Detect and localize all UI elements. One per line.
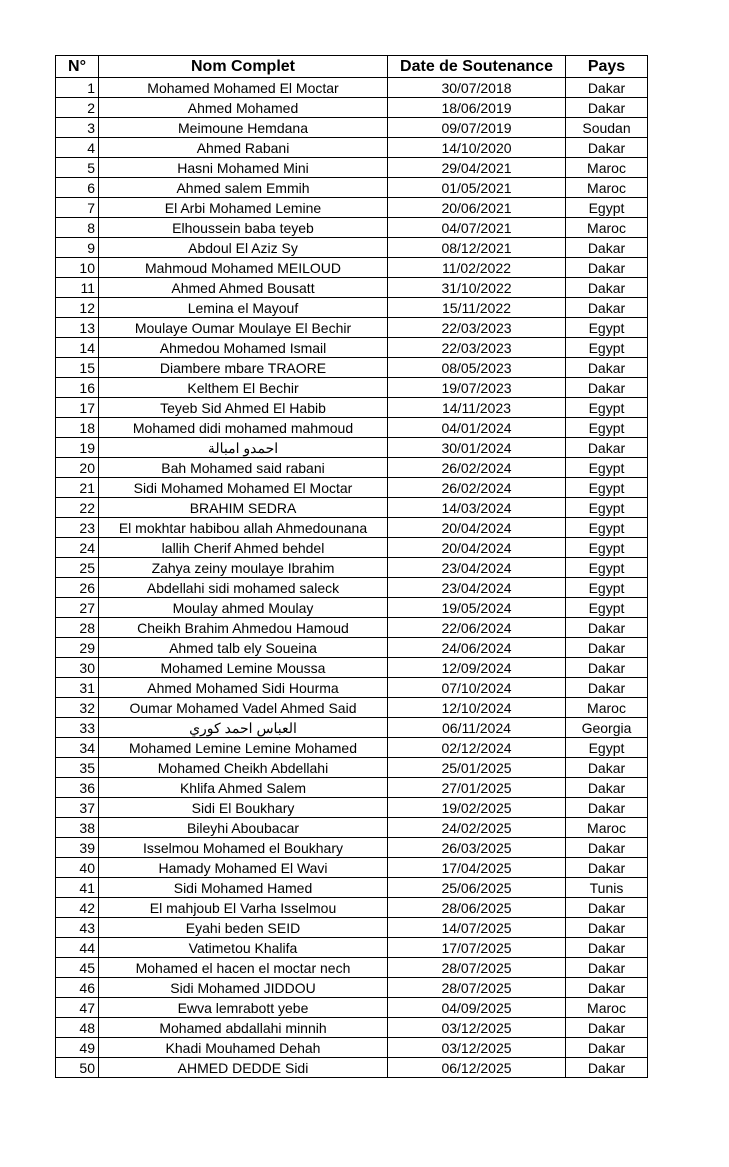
table-row	[56, 218, 648, 238]
row-defense-date: 08/12/2021	[388, 238, 566, 258]
table-row	[56, 598, 648, 618]
row-defense-date: 11/02/2022	[388, 258, 566, 278]
table-row	[56, 718, 648, 738]
table-row	[56, 738, 648, 758]
row-number: 2	[56, 98, 99, 118]
row-defense-date: 15/11/2022	[388, 298, 566, 318]
row-country: Dakar	[566, 358, 648, 378]
row-full-name: Elhoussein baba teyeb	[99, 218, 388, 238]
row-defense-date: 23/04/2024	[388, 578, 566, 598]
table-row	[56, 98, 648, 118]
row-full-name: Moulay ahmed Moulay	[99, 598, 388, 618]
row-full-name: العباس احمد كوري	[99, 718, 388, 738]
table-row	[56, 938, 648, 958]
row-country: Dakar	[566, 278, 648, 298]
row-number: 42	[56, 898, 99, 918]
table-row	[56, 978, 648, 998]
row-country: Dakar	[566, 798, 648, 818]
table-row	[56, 538, 648, 558]
row-full-name: Sidi Mohamed Mohamed El Moctar	[99, 478, 388, 498]
row-defense-date: 20/04/2024	[388, 518, 566, 538]
table-row	[56, 158, 648, 178]
row-number: 38	[56, 818, 99, 838]
table-row	[56, 358, 648, 378]
row-country: Dakar	[566, 298, 648, 318]
row-number: 23	[56, 518, 99, 538]
row-country: Dakar	[566, 678, 648, 698]
row-defense-date: 14/11/2023	[388, 398, 566, 418]
row-number: 14	[56, 338, 99, 358]
table-row	[56, 818, 648, 838]
row-full-name: Cheikh Brahim Ahmedou Hamoud	[99, 618, 388, 638]
row-full-name: Ahmed salem Emmih	[99, 178, 388, 198]
row-defense-date: 29/04/2021	[388, 158, 566, 178]
row-defense-date: 23/04/2024	[388, 558, 566, 578]
row-number: 15	[56, 358, 99, 378]
row-country: Maroc	[566, 698, 648, 718]
table-row	[56, 278, 648, 298]
table-row	[56, 878, 648, 898]
row-number: 24	[56, 538, 99, 558]
row-full-name: Bah Mohamed said rabani	[99, 458, 388, 478]
row-full-name: Sidi El Boukhary	[99, 798, 388, 818]
row-full-name: Kelthem El Bechir	[99, 378, 388, 398]
row-number: 30	[56, 658, 99, 678]
table-row	[56, 798, 648, 818]
row-full-name: Meimoune Hemdana	[99, 118, 388, 138]
table-row	[56, 678, 648, 698]
row-country: Dakar	[566, 618, 648, 638]
row-number: 28	[56, 618, 99, 638]
row-full-name: Abdoul El Aziz Sy	[99, 238, 388, 258]
row-defense-date: 26/02/2024	[388, 478, 566, 498]
row-full-name: Bileyhi Aboubacar	[99, 818, 388, 838]
row-country: Dakar	[566, 758, 648, 778]
row-full-name: El mahjoub El Varha Isselmou	[99, 898, 388, 918]
row-defense-date: 26/02/2024	[388, 458, 566, 478]
table-row	[56, 258, 648, 278]
row-full-name: Diambere mbare TRAORE	[99, 358, 388, 378]
row-defense-date: 01/05/2021	[388, 178, 566, 198]
row-full-name: Ahmed talb ely Soueina	[99, 638, 388, 658]
table-row	[56, 698, 648, 718]
row-number: 44	[56, 938, 99, 958]
header-country: Pays	[566, 56, 648, 78]
row-number: 7	[56, 198, 99, 218]
row-number: 46	[56, 978, 99, 998]
row-defense-date: 20/06/2021	[388, 198, 566, 218]
table-row	[56, 638, 648, 658]
row-full-name: Zahya zeiny moulaye Ibrahim	[99, 558, 388, 578]
row-full-name: Teyeb Sid Ahmed El Habib	[99, 398, 388, 418]
row-country: Dakar	[566, 378, 648, 398]
table-row	[56, 138, 648, 158]
row-full-name: Ahmed Mohamed Sidi Hourma	[99, 678, 388, 698]
row-full-name: Sidi Mohamed Hamed	[99, 878, 388, 898]
table-row	[56, 758, 648, 778]
header-defense-date: Date de Soutenance	[388, 56, 566, 78]
row-country: Dakar	[566, 78, 648, 98]
row-full-name: Mohamed el hacen el moctar nech	[99, 958, 388, 978]
header-number: N°	[56, 56, 99, 78]
row-full-name: Hasni Mohamed Mini	[99, 158, 388, 178]
row-number: 50	[56, 1058, 99, 1078]
row-number: 36	[56, 778, 99, 798]
table-row	[56, 518, 648, 538]
row-number: 33	[56, 718, 99, 738]
row-number: 49	[56, 1038, 99, 1058]
row-full-name: AHMED DEDDE Sidi	[99, 1058, 388, 1078]
table-row	[56, 658, 648, 678]
row-defense-date: 04/09/2025	[388, 998, 566, 1018]
table-row	[56, 958, 648, 978]
row-number: 5	[56, 158, 99, 178]
row-number: 19	[56, 438, 99, 458]
row-country: Egypt	[566, 518, 648, 538]
row-number: 25	[56, 558, 99, 578]
table-row	[56, 238, 648, 258]
row-country: Egypt	[566, 398, 648, 418]
row-country: Soudan	[566, 118, 648, 138]
row-country: Dakar	[566, 438, 648, 458]
row-full-name: lallih Cherif Ahmed behdel	[99, 538, 388, 558]
row-number: 10	[56, 258, 99, 278]
row-defense-date: 28/06/2025	[388, 898, 566, 918]
row-defense-date: 14/03/2024	[388, 498, 566, 518]
row-number: 1	[56, 78, 99, 98]
row-country: Dakar	[566, 918, 648, 938]
table-row	[56, 898, 648, 918]
row-number: 26	[56, 578, 99, 598]
row-defense-date: 25/06/2025	[388, 878, 566, 898]
row-defense-date: 22/06/2024	[388, 618, 566, 638]
row-defense-date: 12/10/2024	[388, 698, 566, 718]
table-row	[56, 618, 648, 638]
row-number: 27	[56, 598, 99, 618]
row-full-name: Mohamed Mohamed El Moctar	[99, 78, 388, 98]
row-full-name: Ahmedou Mohamed Ismail	[99, 338, 388, 358]
row-country: Maroc	[566, 178, 648, 198]
row-country: Dakar	[566, 778, 648, 798]
row-full-name: Khadi Mouhamed Dehah	[99, 1038, 388, 1058]
table-row	[56, 338, 648, 358]
row-number: 11	[56, 278, 99, 298]
row-defense-date: 04/07/2021	[388, 218, 566, 238]
row-defense-date: 03/12/2025	[388, 1038, 566, 1058]
row-country: Egypt	[566, 458, 648, 478]
row-number: 45	[56, 958, 99, 978]
row-defense-date: 26/03/2025	[388, 838, 566, 858]
row-country: Egypt	[566, 598, 648, 618]
row-full-name: Mohamed abdallahi minnih	[99, 1018, 388, 1038]
row-country: Maroc	[566, 998, 648, 1018]
row-full-name: Ahmed Mohamed	[99, 98, 388, 118]
table-row	[56, 578, 648, 598]
table-row	[56, 1058, 648, 1078]
table-row	[56, 378, 648, 398]
row-defense-date: 31/10/2022	[388, 278, 566, 298]
row-number: 18	[56, 418, 99, 438]
table-row	[56, 398, 648, 418]
row-number: 34	[56, 738, 99, 758]
row-number: 8	[56, 218, 99, 238]
row-country: Egypt	[566, 558, 648, 578]
row-full-name: Ahmed Ahmed Bousatt	[99, 278, 388, 298]
row-defense-date: 18/06/2019	[388, 98, 566, 118]
row-full-name: Ewva lemrabott yebe	[99, 998, 388, 1018]
row-number: 20	[56, 458, 99, 478]
row-full-name: احمدو امبالة	[99, 438, 388, 458]
row-defense-date: 07/10/2024	[388, 678, 566, 698]
row-defense-date: 24/02/2025	[388, 818, 566, 838]
row-full-name: Moulaye Oumar Moulaye El Bechir	[99, 318, 388, 338]
row-country: Egypt	[566, 418, 648, 438]
row-number: 31	[56, 678, 99, 698]
row-full-name: BRAHIM SEDRA	[99, 498, 388, 518]
row-defense-date: 06/12/2025	[388, 1058, 566, 1078]
table-row	[56, 298, 648, 318]
table-row	[56, 918, 648, 938]
row-full-name: Abdellahi sidi mohamed saleck	[99, 578, 388, 598]
row-defense-date: 03/12/2025	[388, 1018, 566, 1038]
table-row	[56, 418, 648, 438]
row-full-name: Mohamed didi mohamed mahmoud	[99, 418, 388, 438]
row-defense-date: 20/04/2024	[388, 538, 566, 558]
row-country: Dakar	[566, 1038, 648, 1058]
table-header	[56, 56, 648, 78]
row-number: 16	[56, 378, 99, 398]
row-full-name: Ahmed Rabani	[99, 138, 388, 158]
row-full-name: Mohamed Lemine Lemine Mohamed	[99, 738, 388, 758]
defense-roster-table	[55, 55, 648, 1078]
table-row	[56, 1038, 648, 1058]
row-number: 47	[56, 998, 99, 1018]
row-number: 37	[56, 798, 99, 818]
row-defense-date: 24/06/2024	[388, 638, 566, 658]
table-row	[56, 458, 648, 478]
table-row	[56, 118, 648, 138]
row-defense-date: 12/09/2024	[388, 658, 566, 678]
row-country: Tunis	[566, 878, 648, 898]
row-country: Egypt	[566, 198, 648, 218]
row-country: Dakar	[566, 938, 648, 958]
row-country: Dakar	[566, 1018, 648, 1038]
table-row	[56, 78, 648, 98]
row-country: Dakar	[566, 658, 648, 678]
row-number: 39	[56, 838, 99, 858]
row-country: Dakar	[566, 138, 648, 158]
row-full-name: Eyahi beden SEID	[99, 918, 388, 938]
row-defense-date: 04/01/2024	[388, 418, 566, 438]
row-defense-date: 14/07/2025	[388, 918, 566, 938]
table-row	[56, 778, 648, 798]
header-full-name: Nom Complet	[99, 56, 388, 78]
table-row	[56, 838, 648, 858]
row-defense-date: 22/03/2023	[388, 338, 566, 358]
row-number: 13	[56, 318, 99, 338]
row-defense-date: 28/07/2025	[388, 978, 566, 998]
row-defense-date: 30/07/2018	[388, 78, 566, 98]
row-defense-date: 17/07/2025	[388, 938, 566, 958]
row-full-name: Khlifa Ahmed Salem	[99, 778, 388, 798]
row-country: Egypt	[566, 578, 648, 598]
row-number: 41	[56, 878, 99, 898]
row-number: 17	[56, 398, 99, 418]
row-number: 9	[56, 238, 99, 258]
row-country: Dakar	[566, 1058, 648, 1078]
row-defense-date: 27/01/2025	[388, 778, 566, 798]
row-full-name: Lemina el Mayouf	[99, 298, 388, 318]
row-full-name: El mokhtar habibou allah Ahmedounana	[99, 518, 388, 538]
row-defense-date: 09/07/2019	[388, 118, 566, 138]
row-country: Egypt	[566, 318, 648, 338]
row-number: 48	[56, 1018, 99, 1038]
row-country: Dakar	[566, 858, 648, 878]
row-number: 4	[56, 138, 99, 158]
table-row	[56, 998, 648, 1018]
header-row	[56, 56, 648, 78]
table-row	[56, 1018, 648, 1038]
row-defense-date: 08/05/2023	[388, 358, 566, 378]
row-defense-date: 25/01/2025	[388, 758, 566, 778]
table-row	[56, 498, 648, 518]
row-defense-date: 06/11/2024	[388, 718, 566, 738]
row-full-name: Mohamed Lemine Moussa	[99, 658, 388, 678]
row-number: 43	[56, 918, 99, 938]
row-full-name: Mahmoud Mohamed MEILOUD	[99, 258, 388, 278]
row-country: Dakar	[566, 98, 648, 118]
row-country: Dakar	[566, 258, 648, 278]
row-country: Egypt	[566, 538, 648, 558]
row-defense-date: 19/02/2025	[388, 798, 566, 818]
row-country: Dakar	[566, 238, 648, 258]
table-row	[56, 558, 648, 578]
row-country: Georgia	[566, 718, 648, 738]
row-defense-date: 19/05/2024	[388, 598, 566, 618]
row-number: 12	[56, 298, 99, 318]
row-defense-date: 14/10/2020	[388, 138, 566, 158]
row-full-name: Mohamed Cheikh Abdellahi	[99, 758, 388, 778]
row-number: 35	[56, 758, 99, 778]
row-country: Dakar	[566, 958, 648, 978]
row-country: Dakar	[566, 838, 648, 858]
row-number: 32	[56, 698, 99, 718]
row-country: Egypt	[566, 738, 648, 758]
table-row	[56, 318, 648, 338]
row-number: 29	[56, 638, 99, 658]
row-country: Maroc	[566, 218, 648, 238]
row-full-name: Vatimetou Khalifa	[99, 938, 388, 958]
row-defense-date: 30/01/2024	[388, 438, 566, 458]
row-full-name: El Arbi Mohamed Lemine	[99, 198, 388, 218]
row-number: 6	[56, 178, 99, 198]
row-full-name: Isselmou Mohamed el Boukhary	[99, 838, 388, 858]
row-country: Dakar	[566, 638, 648, 658]
row-country: Dakar	[566, 978, 648, 998]
table-row	[56, 438, 648, 458]
table-row	[56, 178, 648, 198]
table-row	[56, 858, 648, 878]
row-defense-date: 22/03/2023	[388, 318, 566, 338]
row-full-name: Hamady Mohamed El Wavi	[99, 858, 388, 878]
row-country: Maroc	[566, 818, 648, 838]
row-country: Dakar	[566, 898, 648, 918]
table-row	[56, 198, 648, 218]
row-defense-date: 28/07/2025	[388, 958, 566, 978]
table-body	[56, 78, 648, 1078]
row-number: 21	[56, 478, 99, 498]
row-defense-date: 19/07/2023	[388, 378, 566, 398]
row-number: 3	[56, 118, 99, 138]
row-defense-date: 17/04/2025	[388, 858, 566, 878]
row-country: Egypt	[566, 498, 648, 518]
row-country: Maroc	[566, 158, 648, 178]
row-defense-date: 02/12/2024	[388, 738, 566, 758]
row-full-name: Oumar Mohamed Vadel Ahmed Said	[99, 698, 388, 718]
row-country: Egypt	[566, 478, 648, 498]
row-number: 22	[56, 498, 99, 518]
row-country: Egypt	[566, 338, 648, 358]
row-number: 40	[56, 858, 99, 878]
row-full-name: Sidi Mohamed JIDDOU	[99, 978, 388, 998]
table-row	[56, 478, 648, 498]
